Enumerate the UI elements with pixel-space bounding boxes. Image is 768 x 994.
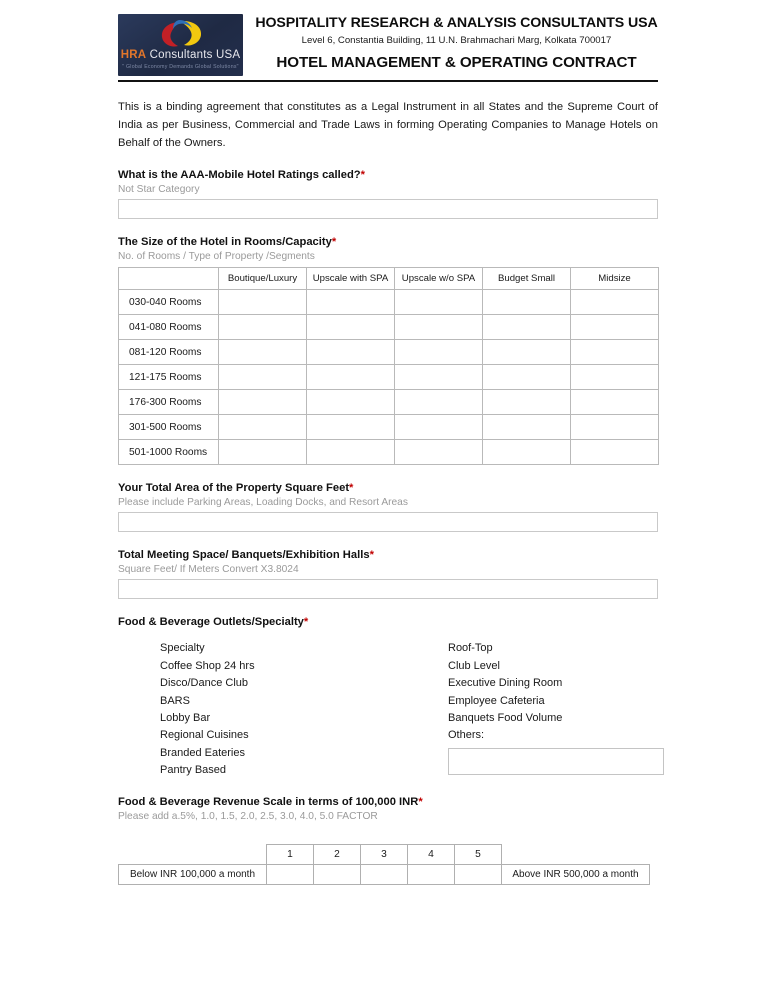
fb-outlet-item[interactable]: Executive Dining Room: [448, 677, 563, 690]
fb-revenue-hint: Please add a.5%, 1.0, 1.5, 2.0, 2.5, 3.0, 4.0, 5.0 FACTOR: [118, 811, 378, 823]
required-asterisk: *: [349, 482, 354, 495]
fb-outlets-left-column: [160, 640, 448, 779]
size-cell[interactable]: [483, 415, 571, 440]
fb-outlet-item[interactable]: Regional Cuisines: [160, 729, 249, 742]
logo-name-accent: HRA: [120, 49, 147, 61]
fb-outlet-item[interactable]: Banquets Food Volume: [448, 711, 563, 724]
fb-outlets-others-input[interactable]: [448, 748, 664, 775]
size-cell[interactable]: [307, 315, 395, 340]
scale-number-row: [119, 845, 650, 865]
size-cell[interactable]: [219, 415, 307, 440]
fb-revenue-label-text: Food & Beverage Revenue Scale in terms of 100,000 INR: [118, 796, 419, 809]
size-cell[interactable]: [307, 365, 395, 390]
scale-number: 3: [361, 845, 408, 865]
size-cell[interactable]: [219, 440, 307, 465]
hotel-size-table: [118, 267, 659, 465]
size-cell[interactable]: [483, 315, 571, 340]
fb-outlet-item[interactable]: Pantry Based: [160, 764, 227, 777]
row-label: 030-040 Rooms: [119, 290, 219, 315]
scale-option-cell[interactable]: [455, 865, 502, 885]
size-cell[interactable]: [307, 415, 395, 440]
size-cell[interactable]: [395, 415, 483, 440]
size-cell[interactable]: [395, 315, 483, 340]
total-area-input[interactable]: [118, 512, 658, 532]
table-row: [119, 315, 659, 340]
total-area-hint: Please include Parking Areas, Loading Docks, and Resort Areas: [118, 497, 408, 509]
fb-outlet-item[interactable]: Coffee Shop 24 hrs: [160, 659, 255, 672]
scale-number: 2: [314, 845, 361, 865]
scale-number: 5: [455, 845, 502, 865]
size-cell[interactable]: [483, 340, 571, 365]
table-row: [119, 340, 659, 365]
scale-spacer-right: [502, 845, 650, 865]
scale-option-cell[interactable]: [361, 865, 408, 885]
fb-outlets-right-column: [448, 640, 658, 779]
size-cell[interactable]: [307, 440, 395, 465]
scale-option-cell[interactable]: [408, 865, 455, 885]
required-asterisk: *: [369, 549, 374, 562]
size-cell[interactable]: [219, 315, 307, 340]
row-label: 301-500 Rooms: [119, 415, 219, 440]
section-ratings: [118, 169, 658, 219]
ratings-label-text: What is the AAA-Mobile Hotel Ratings called?: [118, 169, 361, 182]
row-label: 176-300 Rooms: [119, 390, 219, 415]
size-cell[interactable]: [483, 440, 571, 465]
fb-outlet-item[interactable]: Disco/Dance Club: [160, 677, 249, 690]
logo-company-name: [118, 49, 243, 61]
table-row: [119, 440, 659, 465]
meeting-space-label-text: Total Meeting Space/ Banquets/Exhibition Halls: [118, 549, 370, 562]
column-header: Upscale with SPA: [307, 268, 395, 290]
size-cell[interactable]: [571, 290, 659, 315]
scale-option-cell[interactable]: [314, 865, 361, 885]
size-cell[interactable]: [395, 290, 483, 315]
size-cell[interactable]: [395, 365, 483, 390]
fb-outlet-item[interactable]: Employee Cafeteria: [448, 694, 545, 707]
row-label: 121-175 Rooms: [119, 365, 219, 390]
scale-option-cell[interactable]: [267, 865, 314, 885]
scale-number: 4: [408, 845, 455, 865]
size-cell[interactable]: [219, 340, 307, 365]
hotel-size-hint: No. of Rooms / Type of Property /Segments: [118, 251, 315, 263]
required-asterisk: *: [303, 616, 309, 629]
meeting-space-hint: Square Feet/ If Meters Convert X3.8024: [118, 564, 299, 576]
ratings-hint: Not Star Category: [118, 184, 200, 196]
scale-high-label: Above INR 500,000 a month: [502, 865, 650, 885]
total-area-label: [118, 482, 658, 494]
fb-outlet-item[interactable]: Specialty: [160, 642, 205, 655]
ratings-label: [118, 169, 658, 181]
row-label: 081-120 Rooms: [119, 340, 219, 365]
table-row: [119, 415, 659, 440]
table-header-row: [119, 268, 659, 290]
column-header: Midsize: [571, 268, 659, 290]
hotel-size-label-text: The Size of the Hotel in Rooms/Capacity: [118, 236, 332, 249]
size-cell[interactable]: [395, 390, 483, 415]
column-header: Upscale w/o SPA: [395, 268, 483, 290]
fb-outlets-label-text: Food & Beverage Outlets/Specialty: [118, 616, 304, 629]
required-asterisk: *: [331, 236, 337, 249]
size-cell[interactable]: [307, 340, 395, 365]
fb-revenue-scale-wrapper: [118, 844, 658, 885]
column-header: Budget Small: [483, 268, 571, 290]
table-row: [119, 290, 659, 315]
row-label: 501-1000 Rooms: [119, 440, 219, 465]
size-cell[interactable]: [571, 315, 659, 340]
logo-tagline: " Global Economy Demands Global Solutions": [122, 64, 239, 70]
fb-outlet-item[interactable]: Branded Eateries: [160, 746, 245, 759]
size-cell[interactable]: [395, 340, 483, 365]
fb-outlet-item[interactable]: Club Level: [448, 659, 500, 672]
section-total-area: [118, 482, 658, 532]
fb-outlet-item[interactable]: Roof-Top: [448, 642, 493, 655]
scale-spacer-left: [119, 845, 267, 865]
column-header: Boutique/Luxury: [219, 268, 307, 290]
size-cell[interactable]: [571, 440, 659, 465]
organization-title: HOSPITALITY RESEARCH & ANALYSIS CONSULTANTS USA: [255, 15, 658, 31]
meeting-space-label: [118, 549, 658, 561]
scale-number: 1: [267, 845, 314, 865]
section-fb-outlets: [118, 616, 658, 779]
logo-swirl-icon: [154, 18, 208, 50]
scale-low-label: Below INR 100,000 a month: [119, 865, 267, 885]
section-fb-revenue: [118, 796, 658, 885]
scale-selection-row: [119, 865, 650, 885]
fb-outlets-label: [118, 616, 658, 628]
size-cell[interactable]: [571, 365, 659, 390]
size-cell[interactable]: [571, 390, 659, 415]
size-cell[interactable]: [307, 390, 395, 415]
size-cell[interactable]: [219, 290, 307, 315]
size-cell[interactable]: [219, 390, 307, 415]
fb-outlets-columns: [118, 640, 658, 779]
required-asterisk: *: [418, 796, 423, 809]
section-hotel-size: [118, 236, 658, 465]
size-cell[interactable]: [571, 340, 659, 365]
fb-revenue-label: [118, 796, 658, 808]
logo-name-rest: Consultants USA: [146, 49, 241, 61]
size-cell[interactable]: [483, 390, 571, 415]
organization-address: Level 6, Constantia Building, 11 U.N. Brahmachari Marg, Kolkata 700017: [301, 35, 612, 46]
header-text-block: [255, 14, 658, 76]
fb-outlet-item[interactable]: BARS: [160, 694, 190, 707]
row-label: 041-080 Rooms: [119, 315, 219, 340]
document-header: [118, 14, 658, 76]
fb-revenue-scale-table: [118, 844, 650, 885]
table-row: [119, 390, 659, 415]
header-divider: [118, 80, 658, 82]
meeting-space-input[interactable]: [118, 579, 658, 599]
total-area-label-text: Your Total Area of the Property Square Feet: [118, 482, 350, 495]
table-corner-cell: [119, 268, 219, 290]
size-cell[interactable]: [395, 440, 483, 465]
ratings-input[interactable]: [118, 199, 658, 219]
size-cell[interactable]: [307, 290, 395, 315]
document-content: [118, 14, 658, 885]
size-cell[interactable]: [483, 290, 571, 315]
hotel-size-label: [118, 236, 658, 248]
document-title: HOTEL MANAGEMENT & OPERATING CONTRACT: [276, 54, 637, 71]
size-cell[interactable]: [571, 415, 659, 440]
fb-outlets-others-label: Others:: [448, 729, 485, 742]
company-logo: [118, 14, 243, 76]
intro-paragraph: This is a binding agreement that constitutes as a Legal Instrument in all States and the Supreme Court of India as per Business, Commercial and Trade Laws in forming Operating Companies to Manage Hotels on Behalf of the Owners.: [118, 101, 658, 150]
size-cell[interactable]: [483, 365, 571, 390]
required-asterisk: *: [360, 169, 365, 182]
table-row: [119, 365, 659, 390]
fb-outlet-item[interactable]: Lobby Bar: [160, 711, 211, 724]
size-cell[interactable]: [219, 365, 307, 390]
section-meeting-space: [118, 549, 658, 599]
